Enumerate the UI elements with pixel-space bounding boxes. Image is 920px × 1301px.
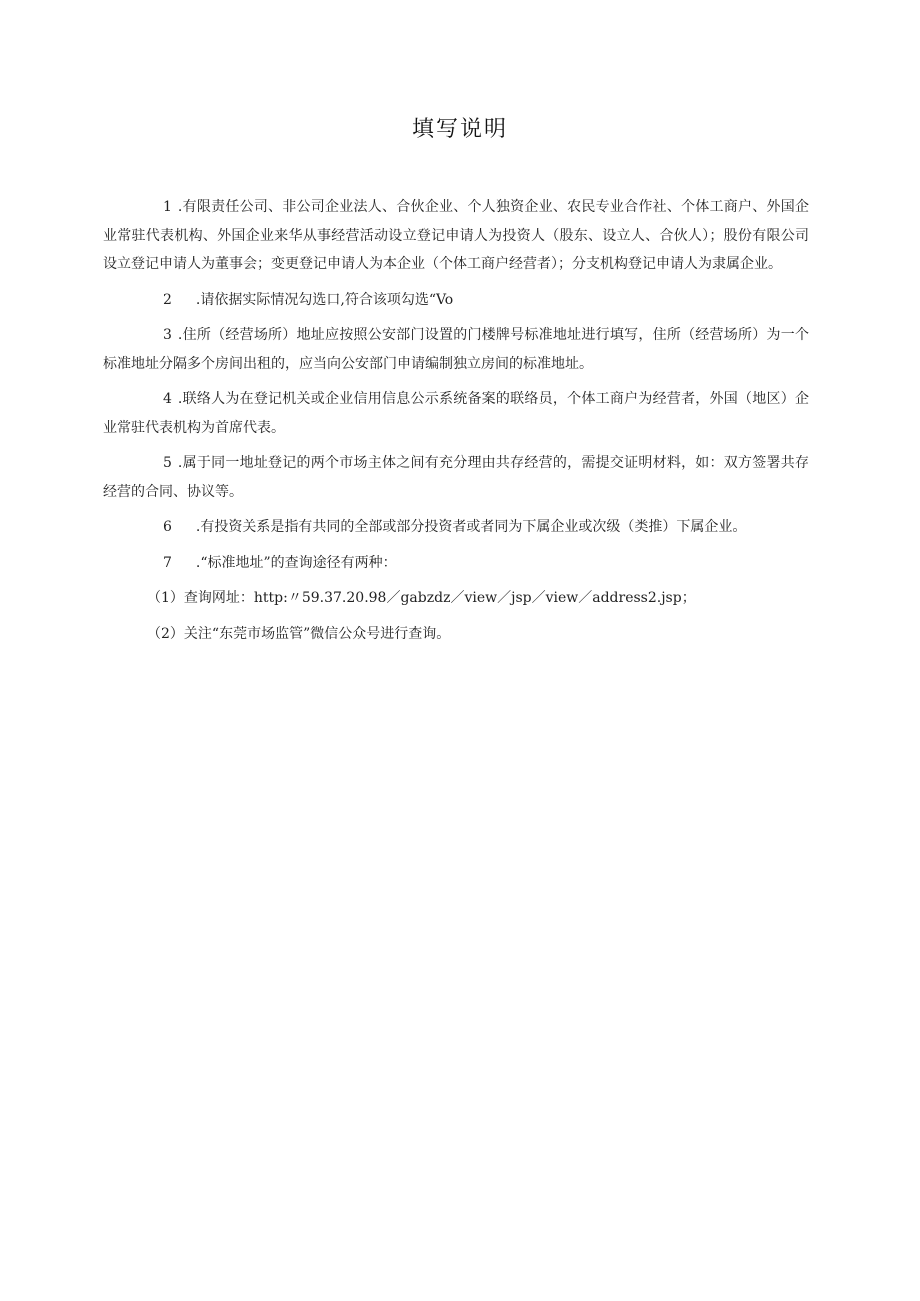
item-text: .有投资关系是指有共同的全部或部分投资者或者同为下属企业或次级（类推）下属企业。 (195, 519, 747, 535)
sub-item-query-url: （1）查询网址：http:〃59.37.20.98／gabzdz／view／jsp／view／address2.jsp； (147, 590, 696, 606)
item-text: .联络人为在登记机关或企业信用信息公示系统备案的联络员，个体工商户为经营者，外国（地区）企业常驻代表机构为首席代表。 (103, 391, 809, 436)
item-number: 6 (163, 519, 172, 535)
item-number: 3 (163, 327, 172, 343)
instructions-body (103, 193, 809, 655)
item-text: .“标准地址”的查询途径有两种： (195, 554, 397, 571)
item-number: 5 (163, 455, 172, 471)
item-text: .有限责任公司、非公司企业法人、合伙企业、个人独资企业、农民专业合作社、个体工商户、外国企业常驻代表机构、外国企业来华从事经营活动设立登记申请人为投资人（股东、设立人、合伙人）；股份有限公司设立登记申请人为董事会；变更登记申请人为本企业（个体工商户经营者）；分支机构登记申请人为隶属企业。 (103, 199, 809, 272)
instruction-item-5 (103, 449, 809, 506)
document-title: 填写说明 (411, 117, 508, 142)
item-number: 7 (163, 554, 172, 571)
instruction-item-6 (103, 513, 809, 542)
item-text: .请依据实际情况勾选口,符合该项勾选“Vo (195, 291, 454, 308)
instruction-item-3 (103, 321, 809, 378)
item-number: 2 (163, 291, 172, 308)
instruction-item-1 (103, 193, 809, 279)
item-number: 4 (163, 391, 172, 407)
sub-item-wechat: （2）关注“东莞市场监管”微信公众号进行查询。 (147, 625, 451, 642)
instruction-item-4 (103, 385, 809, 442)
instruction-item-7 (103, 549, 809, 578)
item-text: .住所（经营场所）地址应按照公安部门设置的门楼牌号标准地址进行填写，住所（经营场所）为一个标准地址分隔多个房间出租的，应当向公安部门申请编制独立房间的标准地址。 (103, 327, 809, 372)
item-number: 1 (163, 199, 172, 215)
item-text: .属于同一地址登记的两个市场主体之间有充分理由共存经营的，需提交证明材料，如：双方签署共存经营的合同、协议等。 (103, 455, 809, 500)
instruction-item-2 (103, 286, 809, 315)
